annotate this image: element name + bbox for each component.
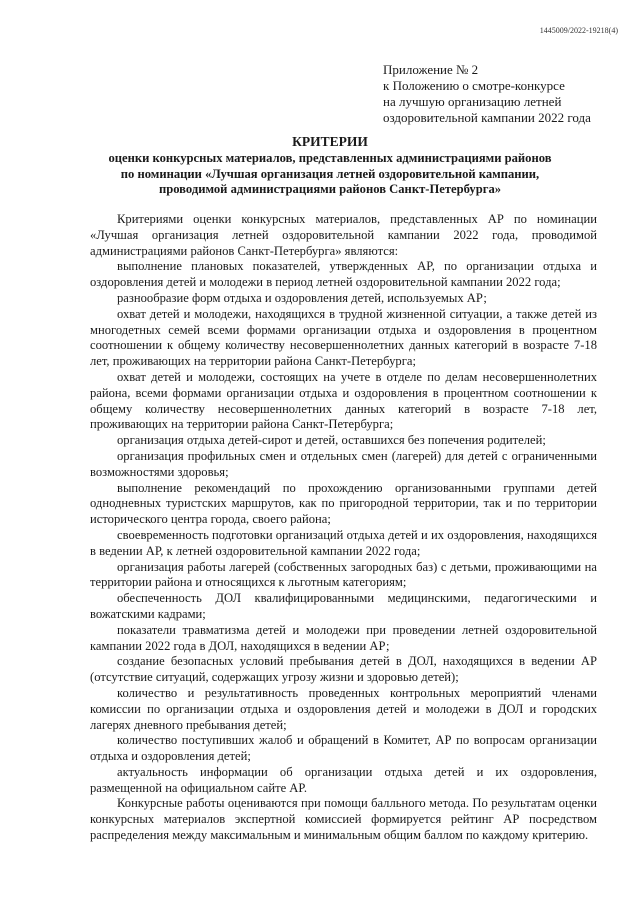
document-subtitle xyxy=(60,151,600,198)
criterion-item: организация работы лагерей (собственных загородных баз) с детьми, проживающими на территории района и относящихся к льготным категориям; xyxy=(90,559,597,590)
appendix-line: Приложение № 2 xyxy=(383,62,479,77)
document-number: 1445009/2022-19218(4) xyxy=(539,26,618,35)
subtitle-line: проводимой администрациями районов Санкт-Петербурга» xyxy=(158,182,502,196)
criterion-item: количество поступивших жалоб и обращений в Комитет, АР по вопросам организации отдыха и оздоровления детей; xyxy=(90,733,597,764)
criterion-item: организация отдыха детей-сирот и детей, оставшихся без попечения родителей; xyxy=(117,433,546,448)
document-title: КРИТЕРИИ xyxy=(292,134,368,149)
criterion-item: охват детей и молодежи, находящихся в трудной жизненной ситуации, а также детей из многодетных семей всеми формами организации отдыха и оздоровления в процентном соотношении к общему количеству несовершеннолетних данных категорий в возрасте 7-18 лет, проживающих на территории района Санкт-Петербурга; xyxy=(90,306,597,369)
criterion-item: обеспеченность ДОЛ квалифицированными медицинскими, педагогическими и вожатскими кадрами; xyxy=(90,591,597,621)
document-body xyxy=(90,212,597,844)
subtitle-line: оценки конкурсных материалов, представленных администрациями районов xyxy=(108,151,552,165)
criterion-item: количество и результативность проведенных контрольных мероприятий членами комиссии по организации отдыха и оздоровления детей и молодежи в ДОЛ и городских лагерях дневного пребывания детей; xyxy=(90,685,597,732)
subtitle-line: по номинации «Лучшая организация летней оздоровительной кампании, xyxy=(120,166,540,181)
criterion-item: выполнение плановых показателей, утвержденных АР, по организации отдыха и оздоровления детей и молодежи в период летней оздоровительной кампании 2022 года; xyxy=(90,259,597,290)
appendix-line: на лучшую организацию летней xyxy=(383,94,562,109)
criterion-item: актуальность информации об организации отдыха детей и их оздоровления, размещенной на официальном сайте АР. xyxy=(90,764,597,795)
intro-paragraph: Критериями оценки конкурсных материалов, представленных АР по номинации «Лучшая организация летней оздоровительной кампании 2022 года, проводимой администрациями районов Санкт-Петербурга» являются: xyxy=(90,212,597,258)
appendix-line: к Положению о смотре-конкурсе xyxy=(383,78,565,93)
appendix-line: оздоровительной кампании 2022 года xyxy=(383,110,591,125)
criterion-item: выполнение рекомендаций по прохождению организованными группами детей однодневных туристских маршрутов, как по пригородной территории, так и по территории исторического центра города, своего района; xyxy=(90,480,597,527)
criterion-item: организация профильных смен и отдельных смен (лагерей) для детей с ограниченными возможностями здоровья; xyxy=(90,448,597,479)
criterion-item: своевременность подготовки организаций отдыха детей и их оздоровления, находящихся в ведении АР, к летней оздоровительной кампании 2022 года; xyxy=(90,527,597,558)
criterion-item: охват детей и молодежи, состоящих на учете в отделе по делам несовершеннолетних района, всеми формами организации отдыха и оздоровления в процентном соотношении к общему количеству несовершеннолетних данных категорий в возрасте 7-18 лет, проживающих на территории района Санкт-Петербурга; xyxy=(90,369,597,432)
criterion-item: создание безопасных условий пребывания детей в ДОЛ, находящихся в ведении АР (отсутствие ситуаций, содержащих угрозу жизни и здоровью детей); xyxy=(90,654,597,685)
appendix-header xyxy=(383,62,623,126)
criterion-item: показатели травматизма детей и молодежи при проведении летней оздоровительной кампании 2022 года в ДОЛ, находящихся в ведении АР; xyxy=(90,622,597,653)
criterion-item: разнообразие форм отдыха и оздоровления детей, используемых АР; xyxy=(117,290,487,305)
conclusion-paragraph: Конкурсные работы оцениваются при помощи балльного метода. По результатам оценки конкурсных материалов экспертной комиссией формируется рейтинг АР посредством распределения между максимальным и минимальным общим баллом по каждому критерию. xyxy=(90,796,597,843)
